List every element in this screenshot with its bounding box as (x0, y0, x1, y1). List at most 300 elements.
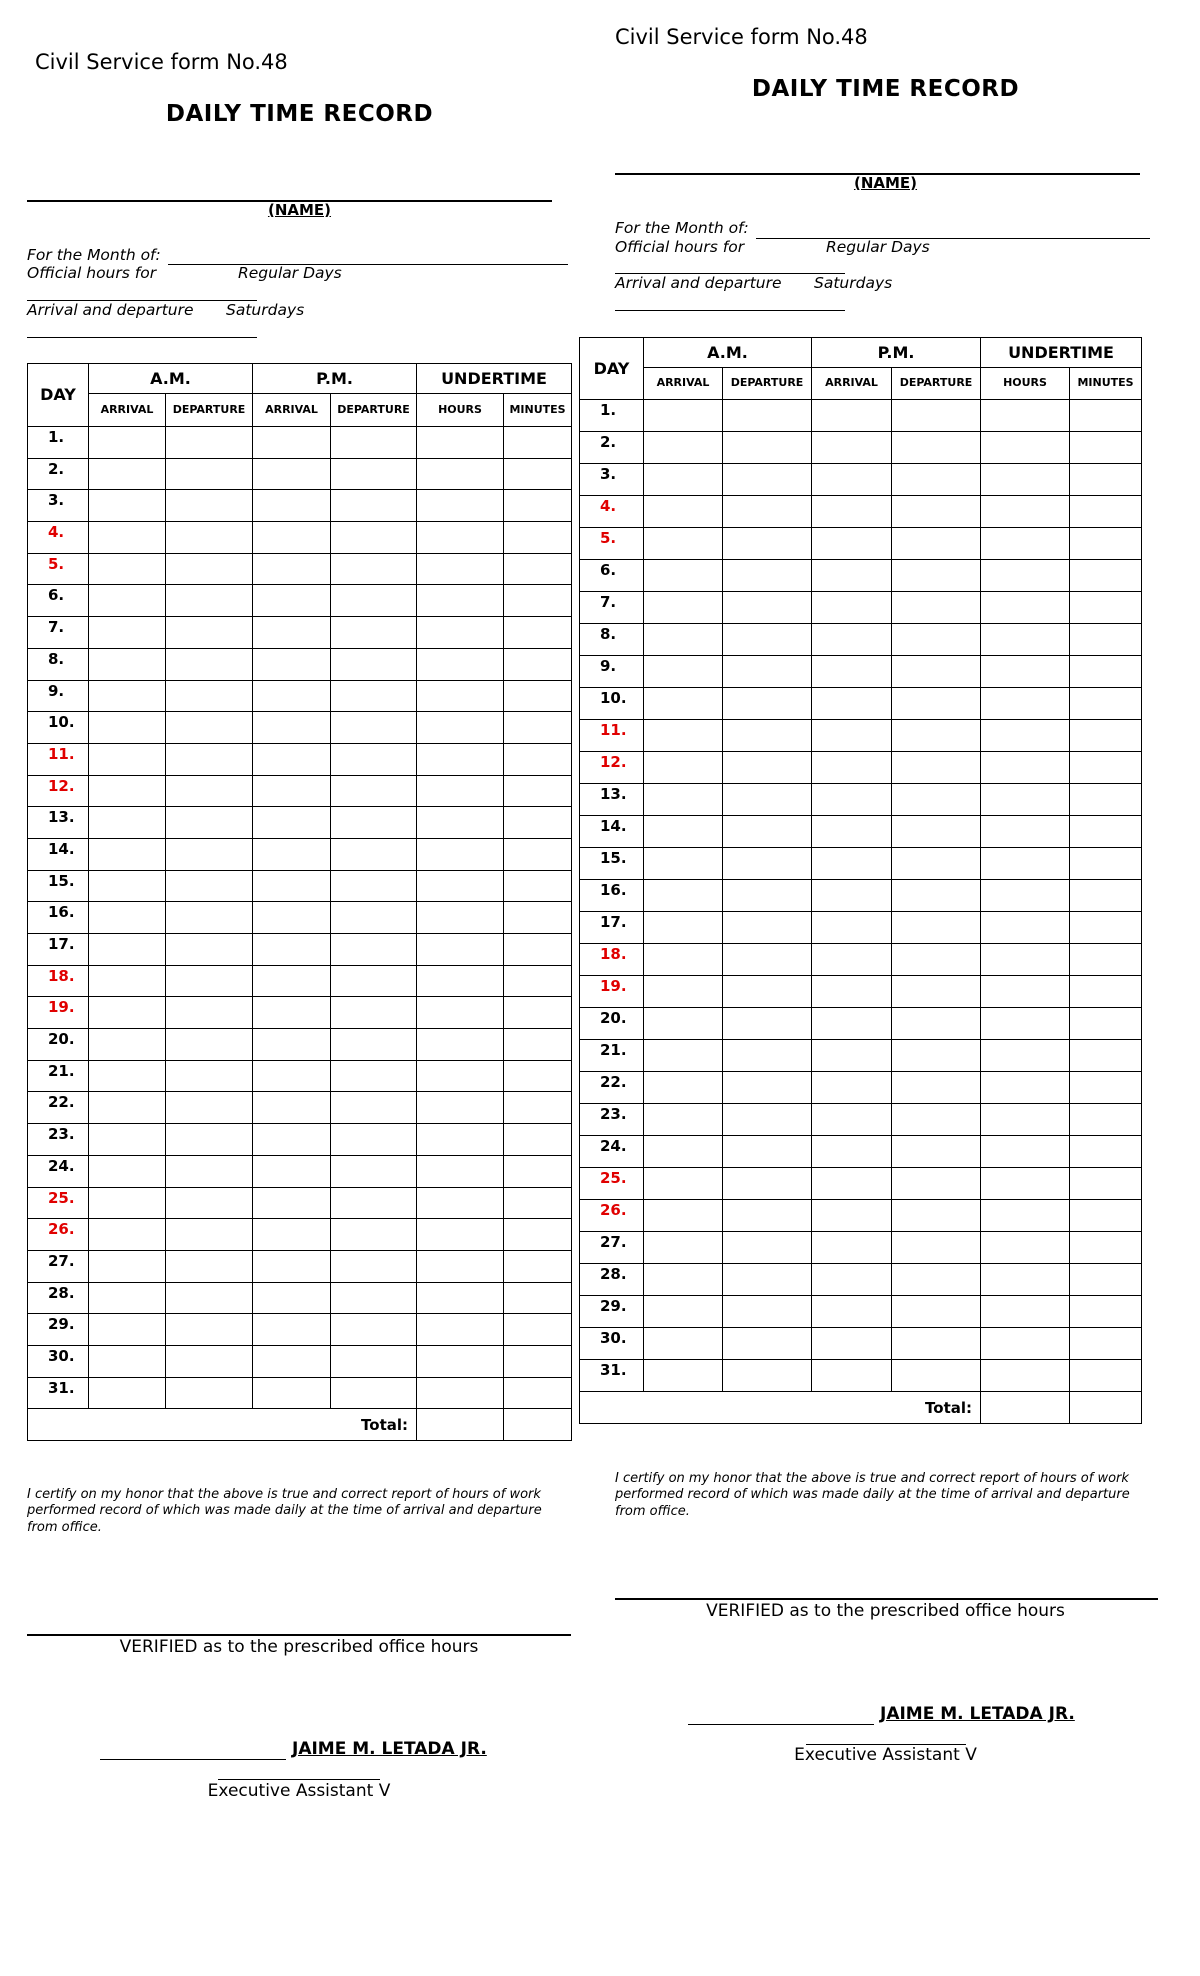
pm-departure-cell[interactable] (892, 656, 981, 688)
pm-departure-cell[interactable] (892, 592, 981, 624)
pm-departure-cell[interactable] (892, 688, 981, 720)
minutes-header: MINUTES (504, 394, 572, 427)
undertime-minutes-cell[interactable] (1070, 1072, 1142, 1104)
table-row (580, 592, 1142, 624)
day-number: 22. (28, 1092, 89, 1124)
total-row (580, 1392, 1142, 1424)
am-arrival-cell[interactable] (644, 1104, 723, 1136)
undertime-minutes-cell[interactable] (1070, 1008, 1142, 1040)
undertime-hours-cell[interactable] (981, 784, 1070, 816)
am-departure-cell[interactable] (723, 1072, 812, 1104)
am-departure-cell[interactable] (723, 1200, 812, 1232)
undertime-hours-cell[interactable] (981, 1104, 1070, 1136)
day-number: 29. (580, 1296, 644, 1328)
pm-departure-cell[interactable] (892, 816, 981, 848)
pm-departure-cell[interactable] (892, 912, 981, 944)
table-row (580, 816, 1142, 848)
am-arrival-cell[interactable] (644, 976, 723, 1008)
pm-arrival-cell[interactable] (812, 400, 892, 432)
am-departure-cell[interactable] (723, 976, 812, 1008)
undertime-hours-cell[interactable] (981, 912, 1070, 944)
undertime-hours-cell[interactable] (981, 1008, 1070, 1040)
am-arrival-cell[interactable] (644, 1328, 723, 1360)
am-arrival-cell[interactable] (644, 656, 723, 688)
am-departure-cell[interactable] (723, 496, 812, 528)
undertime-minutes-cell[interactable] (1070, 528, 1142, 560)
pm-arrival-cell[interactable] (812, 1264, 892, 1296)
undertime-hours-cell[interactable] (981, 816, 1070, 848)
undertime-hours-cell[interactable] (981, 1200, 1070, 1232)
am-departure-header: DEPARTURE (166, 394, 253, 427)
saturdays-field[interactable] (615, 310, 845, 311)
undertime-hours-cell[interactable] (981, 400, 1070, 432)
pm-departure-cell[interactable] (892, 976, 981, 1008)
undertime-minutes-cell[interactable] (1070, 784, 1142, 816)
table-row (580, 400, 1142, 432)
am-arrival-cell[interactable] (644, 560, 723, 592)
pm-departure-cell[interactable] (892, 1008, 981, 1040)
day-number: 9. (28, 680, 89, 712)
undertime-minutes-cell[interactable] (1070, 976, 1142, 1008)
table-row (580, 1296, 1142, 1328)
month-label: For the Month of: (27, 246, 161, 264)
undertime-minutes-cell[interactable] (1070, 848, 1142, 880)
table-row (580, 784, 1142, 816)
pm-arrival-cell[interactable] (812, 560, 892, 592)
undertime-header: UNDERTIME (981, 338, 1142, 368)
undertime-hours-cell[interactable] (981, 1360, 1070, 1392)
am-arrival-cell[interactable] (644, 1168, 723, 1200)
am-arrival-cell[interactable] (644, 528, 723, 560)
undertime-hours-cell[interactable] (981, 720, 1070, 752)
pm-departure-cell[interactable] (892, 880, 981, 912)
am-departure-cell[interactable] (723, 944, 812, 976)
pm-departure-cell[interactable] (892, 496, 981, 528)
am-departure-cell[interactable] (723, 656, 812, 688)
day-number: 31. (28, 1377, 89, 1409)
table-row (580, 1360, 1142, 1392)
am-arrival-header: ARRIVAL (89, 394, 166, 427)
table-row (580, 1328, 1142, 1360)
am-arrival-cell[interactable] (644, 688, 723, 720)
pm-departure-cell[interactable] (892, 944, 981, 976)
pm-departure-header: DEPARTURE (331, 394, 417, 427)
undertime-hours-cell[interactable] (981, 624, 1070, 656)
pm-arrival-cell[interactable] (812, 432, 892, 464)
pm-arrival-cell[interactable] (812, 1328, 892, 1360)
pm-arrival-cell[interactable] (812, 592, 892, 624)
saturdays-label: Saturdays (226, 301, 305, 319)
undertime-minutes-cell[interactable] (1070, 1328, 1142, 1360)
day-number: 27. (580, 1232, 644, 1264)
pm-departure-cell[interactable] (892, 1104, 981, 1136)
pm-departure-cell[interactable] (892, 1328, 981, 1360)
am-departure-cell[interactable] (723, 912, 812, 944)
am-arrival-cell[interactable] (644, 784, 723, 816)
am-departure-cell[interactable] (723, 752, 812, 784)
am-departure-cell[interactable] (723, 1136, 812, 1168)
undertime-hours-cell[interactable] (981, 464, 1070, 496)
undertime-hours-cell[interactable] (981, 528, 1070, 560)
undertime-minutes-cell[interactable] (1070, 656, 1142, 688)
day-number: 8. (28, 648, 89, 680)
pm-departure-cell[interactable] (892, 1360, 981, 1392)
day-number: 21. (28, 1060, 89, 1092)
undertime-minutes-cell[interactable] (1070, 432, 1142, 464)
undertime-hours-cell[interactable] (981, 1040, 1070, 1072)
table-row (580, 1104, 1142, 1136)
day-number: 4. (580, 496, 644, 528)
am-departure-cell[interactable] (723, 528, 812, 560)
day-number: 12. (28, 775, 89, 807)
pm-departure-cell[interactable] (892, 848, 981, 880)
day-number: 3. (28, 490, 89, 522)
pm-departure-cell[interactable] (892, 1040, 981, 1072)
day-number: 2. (580, 432, 644, 464)
pm-arrival-cell[interactable] (812, 656, 892, 688)
day-number: 16. (580, 880, 644, 912)
pm-arrival-cell[interactable] (812, 752, 892, 784)
pm-arrival-cell[interactable] (812, 944, 892, 976)
undertime-hours-cell[interactable] (981, 944, 1070, 976)
table-row (580, 976, 1142, 1008)
undertime-minutes-cell[interactable] (1070, 592, 1142, 624)
am-arrival-cell[interactable] (644, 432, 723, 464)
pm-arrival-cell[interactable] (812, 688, 892, 720)
undertime-minutes-cell[interactable] (1070, 496, 1142, 528)
undertime-minutes-cell[interactable] (1070, 1040, 1142, 1072)
undertime-minutes-cell[interactable] (1070, 752, 1142, 784)
undertime-header: UNDERTIME (417, 364, 572, 394)
pm-arrival-cell[interactable] (812, 1040, 892, 1072)
day-number: 17. (28, 934, 89, 966)
signatory-name: JAIME M. LETADA JR. (880, 1704, 1075, 1724)
am-departure-cell[interactable] (723, 1008, 812, 1040)
am-departure-cell[interactable] (723, 624, 812, 656)
am-arrival-cell[interactable] (644, 1200, 723, 1232)
pm-departure-cell[interactable] (892, 720, 981, 752)
undertime-minutes-cell[interactable] (1070, 1168, 1142, 1200)
am-header: A.M. (89, 364, 253, 394)
pm-departure-cell[interactable] (892, 432, 981, 464)
am-arrival-cell[interactable] (644, 400, 723, 432)
day-number: 13. (580, 784, 644, 816)
am-departure-cell[interactable] (723, 816, 812, 848)
undertime-minutes-cell[interactable] (1070, 1296, 1142, 1328)
undertime-minutes-cell[interactable] (1070, 912, 1142, 944)
am-departure-cell[interactable] (723, 1328, 812, 1360)
pm-arrival-cell[interactable] (812, 1360, 892, 1392)
pm-departure-cell[interactable] (892, 752, 981, 784)
am-departure-cell[interactable] (723, 592, 812, 624)
am-arrival-cell[interactable] (644, 592, 723, 624)
total-minutes-cell[interactable] (1070, 1392, 1142, 1424)
day-number: 11. (580, 720, 644, 752)
day-number: 25. (580, 1168, 644, 1200)
table-row (580, 944, 1142, 976)
month-field[interactable] (756, 238, 1150, 239)
pm-arrival-cell[interactable] (812, 1200, 892, 1232)
am-arrival-cell[interactable] (644, 1040, 723, 1072)
undertime-hours-cell[interactable] (981, 560, 1070, 592)
am-arrival-cell[interactable] (644, 720, 723, 752)
undertime-hours-cell[interactable] (981, 1264, 1070, 1296)
table-row (580, 624, 1142, 656)
am-departure-cell[interactable] (723, 784, 812, 816)
arrival-departure-label: Arrival and departure (615, 274, 782, 292)
pm-arrival-cell[interactable] (812, 1072, 892, 1104)
am-arrival-cell[interactable] (644, 816, 723, 848)
official-hours-label: Official hours for (615, 238, 745, 256)
undertime-hours-cell[interactable] (981, 976, 1070, 1008)
pm-departure-cell[interactable] (892, 1072, 981, 1104)
undertime-hours-cell[interactable] (981, 592, 1070, 624)
am-arrival-cell[interactable] (644, 1264, 723, 1296)
undertime-minutes-cell[interactable] (1070, 1360, 1142, 1392)
pm-arrival-cell[interactable] (812, 528, 892, 560)
pm-departure-cell[interactable] (892, 1232, 981, 1264)
pm-arrival-cell[interactable] (812, 784, 892, 816)
am-arrival-header: ARRIVAL (644, 368, 723, 400)
pm-departure-cell[interactable] (892, 784, 981, 816)
pm-arrival-cell[interactable] (812, 1232, 892, 1264)
pm-departure-header: DEPARTURE (892, 368, 981, 400)
undertime-minutes-cell[interactable] (1070, 816, 1142, 848)
verified-text: VERIFIED as to the prescribed office hours (119, 1637, 479, 1657)
table-row (580, 848, 1142, 880)
day-number: 25. (28, 1187, 89, 1219)
day-number: 2. (28, 458, 89, 490)
table-row (580, 528, 1142, 560)
undertime-hours-cell[interactable] (981, 496, 1070, 528)
am-arrival-cell[interactable] (644, 496, 723, 528)
am-departure-cell[interactable] (723, 1296, 812, 1328)
undertime-hours-cell[interactable] (981, 688, 1070, 720)
am-departure-cell[interactable] (723, 1168, 812, 1200)
day-number: 7. (28, 617, 89, 649)
pm-arrival-cell[interactable] (812, 976, 892, 1008)
day-number: 14. (580, 816, 644, 848)
table-row (580, 432, 1142, 464)
am-departure-cell[interactable] (723, 1104, 812, 1136)
employee-signature-line[interactable] (615, 1598, 1158, 1600)
undertime-minutes-cell[interactable] (1070, 1232, 1142, 1264)
undertime-minutes-cell[interactable] (1070, 1136, 1142, 1168)
am-departure-cell[interactable] (723, 400, 812, 432)
pm-arrival-cell[interactable] (812, 848, 892, 880)
hours-header: HOURS (417, 394, 504, 427)
am-departure-cell[interactable] (723, 560, 812, 592)
undertime-minutes-cell[interactable] (1070, 720, 1142, 752)
pm-arrival-cell[interactable] (812, 912, 892, 944)
am-arrival-cell[interactable] (644, 912, 723, 944)
undertime-minutes-cell[interactable] (1070, 464, 1142, 496)
day-number: 27. (28, 1250, 89, 1282)
am-departure-cell[interactable] (723, 464, 812, 496)
am-arrival-cell[interactable] (644, 1296, 723, 1328)
table-row (580, 1008, 1142, 1040)
verifier-signature-line[interactable] (688, 1724, 874, 1725)
undertime-hours-cell[interactable] (981, 1168, 1070, 1200)
am-departure-cell[interactable] (723, 848, 812, 880)
undertime-hours-cell[interactable] (981, 848, 1070, 880)
undertime-hours-cell[interactable] (981, 1072, 1070, 1104)
undertime-hours-cell[interactable] (981, 1296, 1070, 1328)
day-number: 15. (580, 848, 644, 880)
day-number: 16. (28, 902, 89, 934)
am-arrival-cell[interactable] (644, 752, 723, 784)
pm-departure-cell[interactable] (892, 1296, 981, 1328)
am-arrival-cell[interactable] (644, 624, 723, 656)
verified-text: VERIFIED as to the prescribed office hours (706, 1601, 1065, 1621)
am-arrival-cell[interactable] (644, 880, 723, 912)
am-arrival-cell[interactable] (644, 1008, 723, 1040)
day-number: 13. (28, 807, 89, 839)
day-number: 29. (28, 1314, 89, 1346)
undertime-minutes-cell[interactable] (1070, 1104, 1142, 1136)
table-row (580, 1232, 1142, 1264)
am-departure-cell[interactable] (723, 1360, 812, 1392)
pm-arrival-cell[interactable] (812, 1168, 892, 1200)
day-number: 10. (28, 712, 89, 744)
pm-arrival-header: ARRIVAL (812, 368, 892, 400)
day-number: 18. (580, 944, 644, 976)
undertime-minutes-cell[interactable] (1070, 1264, 1142, 1296)
day-number: 26. (580, 1200, 644, 1232)
am-departure-cell[interactable] (723, 1264, 812, 1296)
pm-arrival-cell[interactable] (812, 1008, 892, 1040)
name-label: (NAME) (267, 201, 332, 219)
day-number: 20. (28, 1029, 89, 1061)
am-header: A.M. (644, 338, 812, 368)
pm-arrival-cell[interactable] (812, 816, 892, 848)
pm-departure-cell[interactable] (892, 528, 981, 560)
arrival-departure-label: Arrival and departure (27, 301, 194, 319)
pm-departure-cell[interactable] (892, 1168, 981, 1200)
undertime-minutes-cell[interactable] (1070, 400, 1142, 432)
undertime-hours-cell[interactable] (981, 752, 1070, 784)
pm-header: P.M. (812, 338, 981, 368)
am-arrival-cell[interactable] (644, 464, 723, 496)
table-row (580, 1040, 1142, 1072)
undertime-minutes-cell[interactable] (1070, 1200, 1142, 1232)
day-number: 11. (28, 743, 89, 775)
pm-departure-cell[interactable] (892, 464, 981, 496)
undertime-minutes-cell[interactable] (1070, 944, 1142, 976)
am-departure-cell[interactable] (723, 432, 812, 464)
day-number: 6. (580, 560, 644, 592)
undertime-minutes-cell[interactable] (1070, 688, 1142, 720)
form-title: DAILY TIME RECORD (751, 76, 1020, 102)
am-departure-cell[interactable] (723, 1040, 812, 1072)
day-number: 12. (580, 752, 644, 784)
day-number: 3. (580, 464, 644, 496)
am-arrival-cell[interactable] (644, 1072, 723, 1104)
undertime-minutes-cell[interactable] (1070, 624, 1142, 656)
day-number: 24. (28, 1155, 89, 1187)
undertime-minutes-cell[interactable] (1070, 560, 1142, 592)
am-arrival-cell[interactable] (644, 944, 723, 976)
undertime-hours-cell[interactable] (981, 432, 1070, 464)
table-row (580, 560, 1142, 592)
pm-departure-cell[interactable] (892, 1264, 981, 1296)
day-number: 30. (28, 1345, 89, 1377)
pm-arrival-header: ARRIVAL (253, 394, 331, 427)
hours-header: HOURS (981, 368, 1070, 400)
am-arrival-cell[interactable] (644, 1136, 723, 1168)
undertime-hours-cell[interactable] (981, 656, 1070, 688)
am-departure-header: DEPARTURE (723, 368, 812, 400)
am-departure-cell[interactable] (723, 880, 812, 912)
am-departure-cell[interactable] (723, 688, 812, 720)
signatory-position: Executive Assistant V (207, 1781, 391, 1801)
day-number: 23. (28, 1124, 89, 1156)
pm-arrival-cell[interactable] (812, 1104, 892, 1136)
table-row (580, 688, 1142, 720)
regular-days-label: Regular Days (238, 264, 342, 282)
day-number: 30. (580, 1328, 644, 1360)
signatory-position: Executive Assistant V (794, 1745, 977, 1765)
pm-departure-cell[interactable] (892, 1136, 981, 1168)
am-arrival-cell[interactable] (644, 1360, 723, 1392)
saturdays-label: Saturdays (814, 274, 893, 292)
table-row (580, 720, 1142, 752)
day-number: 9. (580, 656, 644, 688)
undertime-hours-cell[interactable] (981, 880, 1070, 912)
pm-arrival-cell[interactable] (812, 1296, 892, 1328)
pm-arrival-cell[interactable] (812, 880, 892, 912)
pm-departure-cell[interactable] (892, 560, 981, 592)
pm-arrival-cell[interactable] (812, 624, 892, 656)
day-number: 26. (28, 1219, 89, 1251)
day-number: 7. (580, 592, 644, 624)
table-row (580, 1072, 1142, 1104)
am-arrival-cell[interactable] (644, 1232, 723, 1264)
day-number: 20. (580, 1008, 644, 1040)
total-hours-cell[interactable] (981, 1392, 1070, 1424)
certification-text: I certify on my honor that the above is true and correct report of hours of work performed record of which was made daily at the time of arrival and departure from office. (27, 1487, 542, 1535)
day-number: 8. (580, 624, 644, 656)
pm-departure-cell[interactable] (892, 1200, 981, 1232)
pm-arrival-cell[interactable] (812, 720, 892, 752)
day-number: 19. (28, 997, 89, 1029)
am-arrival-cell[interactable] (644, 848, 723, 880)
total-label: Total: (28, 1409, 417, 1441)
am-departure-cell[interactable] (723, 720, 812, 752)
pm-departure-cell[interactable] (892, 624, 981, 656)
day-number: 6. (28, 585, 89, 617)
am-departure-cell[interactable] (723, 1232, 812, 1264)
form-number: Civil Service form No.48 (615, 25, 868, 49)
undertime-hours-cell[interactable] (981, 1328, 1070, 1360)
undertime-hours-cell[interactable] (981, 1232, 1070, 1264)
undertime-hours-cell[interactable] (981, 1136, 1070, 1168)
pm-departure-cell[interactable] (892, 400, 981, 432)
regular-days-label: Regular Days (826, 238, 930, 256)
table-row (580, 656, 1142, 688)
day-number: 1. (28, 427, 89, 459)
day-number: 15. (28, 870, 89, 902)
undertime-minutes-cell[interactable] (1070, 880, 1142, 912)
day-number: 28. (580, 1264, 644, 1296)
day-number: 28. (28, 1282, 89, 1314)
signatory-name: JAIME M. LETADA JR. (292, 1739, 487, 1759)
pm-arrival-cell[interactable] (812, 496, 892, 528)
day-number: 5. (28, 553, 89, 585)
pm-arrival-cell[interactable] (812, 1136, 892, 1168)
day-number: 10. (580, 688, 644, 720)
pm-arrival-cell[interactable] (812, 464, 892, 496)
